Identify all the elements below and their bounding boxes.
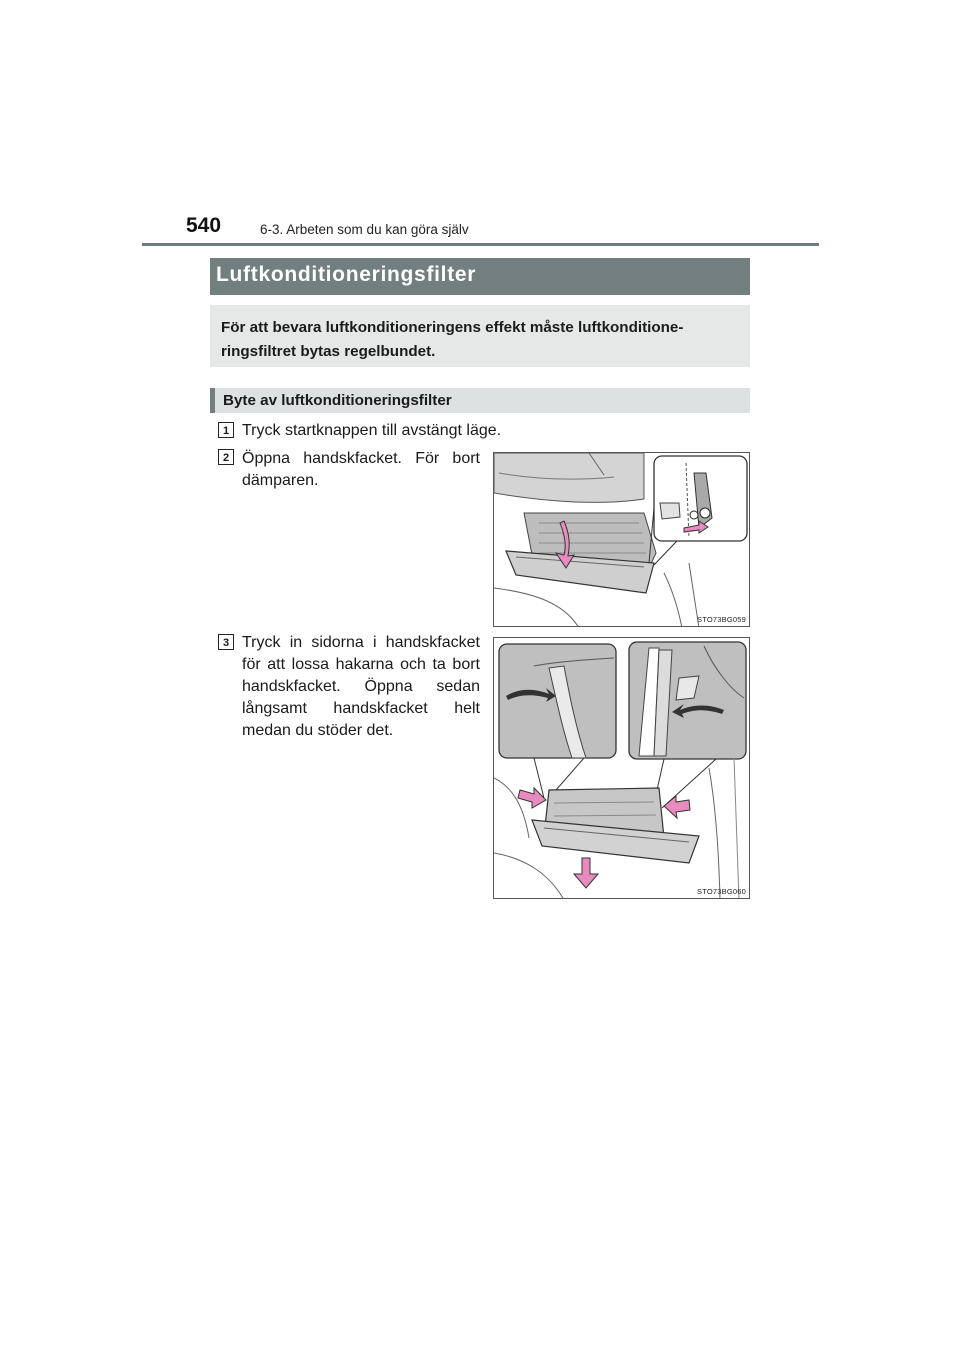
- step-text-1: Tryck startknappen till avstängt läge.: [242, 422, 502, 439]
- glovebox-damper-illustration: [494, 453, 750, 627]
- breadcrumb: 6-3. Arbeten som du kan göra själv: [260, 222, 469, 237]
- figure-code-2: STO73BG060: [697, 887, 746, 896]
- section-title-bar: [210, 258, 750, 295]
- section-title: Luftkonditioneringsfilter: [216, 263, 477, 286]
- figure-glovebox-removal: [493, 637, 750, 899]
- step-number-1: 1: [218, 422, 234, 438]
- intro-text: För att bevara luftkonditioneringens effekt måste luftkonditione-ringsfiltret bytas regelbundet.: [221, 319, 684, 360]
- step-number-3: 3: [218, 634, 234, 650]
- intro-box: [210, 305, 750, 367]
- subsection-heading: [210, 388, 750, 413]
- step-text-3: Tryck in sidorna i handskfacket för att lossa hakarna och ta bort handskfacket. Öppna sedan långsamt handskfacket helt medan du stöder det.: [242, 634, 480, 739]
- step-number-2: 2: [218, 449, 234, 465]
- figure-glovebox-damper: [493, 452, 750, 627]
- subsection-title: Byte av luftkonditioneringsfilter: [223, 392, 452, 409]
- glovebox-removal-illustration: [494, 638, 750, 899]
- figure-code-1: STO73BG059: [697, 615, 746, 624]
- page-number: 540: [186, 214, 222, 237]
- header-divider: [142, 243, 819, 246]
- subsection-accent: [210, 388, 215, 413]
- step-text-2: Öppna handskfacket. För bort dämparen.: [242, 450, 480, 489]
